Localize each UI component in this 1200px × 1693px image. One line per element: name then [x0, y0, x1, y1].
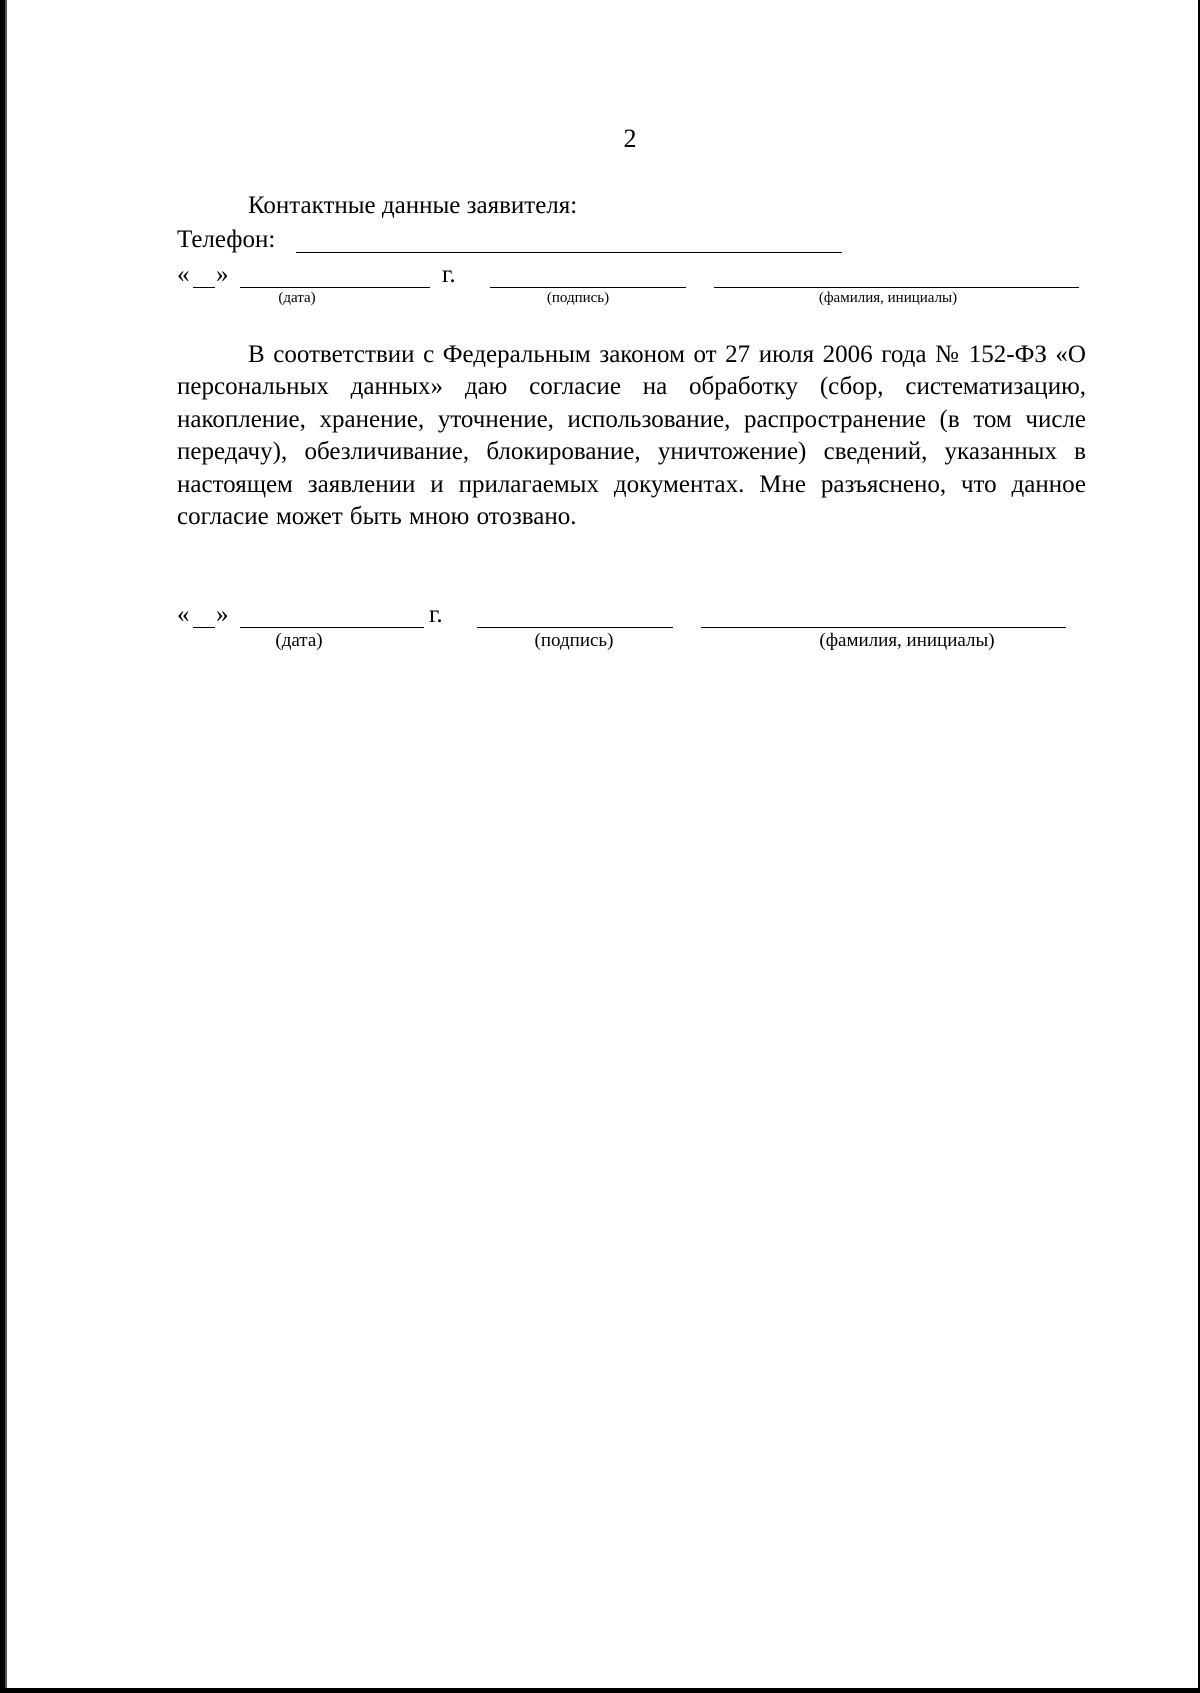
contacts-heading: Контактные данные заявителя:	[248, 192, 578, 219]
signature-field-line[interactable]	[490, 287, 686, 288]
date-field-line[interactable]	[240, 627, 424, 628]
date-quote-close: »	[216, 601, 229, 628]
date-quote-open: «	[177, 261, 190, 288]
date-caption: (дата)	[278, 290, 316, 306]
name-caption: (фамилия, инициалы)	[819, 630, 995, 651]
signature-field-line[interactable]	[477, 627, 673, 628]
name-caption: (фамилия, инициалы)	[818, 290, 958, 306]
phone-label: Телефон:	[177, 226, 276, 253]
phone-field-line[interactable]	[296, 252, 842, 253]
date-quote-close: »	[216, 261, 229, 288]
day-field-line[interactable]	[193, 287, 215, 288]
scan-border-left-shadow	[5, 0, 7, 1693]
page-number: 2	[623, 124, 637, 153]
date-quote-open: «	[177, 601, 190, 628]
scan-border-bottom	[0, 1688, 1200, 1693]
year-suffix: г.	[442, 261, 456, 288]
date-field-line[interactable]	[240, 287, 430, 288]
signature-caption: (подпись)	[546, 290, 610, 306]
name-field-line[interactable]	[714, 287, 1079, 288]
name-field-line[interactable]	[701, 627, 1066, 628]
signature-caption: (подпись)	[534, 630, 614, 651]
year-suffix: г.	[429, 601, 443, 628]
date-caption: (дата)	[275, 630, 323, 651]
day-field-line[interactable]	[193, 627, 215, 628]
consent-paragraph: В соответствии с Федеральным законом от 27 июля 2006 года № 152-ФЗ «О персональных данных» даю согласие на обработку (сбор, систематизацию, накопление, хранение, уточнение, использование, распространение (в том числе передачу), обезличивание, блокирование, уничтожение) сведений, указанных в настоящем заявлении и прилагаемых документах. Мне разъяснено, что данное согласие может быть мною отозвано.	[177, 341, 1086, 531]
